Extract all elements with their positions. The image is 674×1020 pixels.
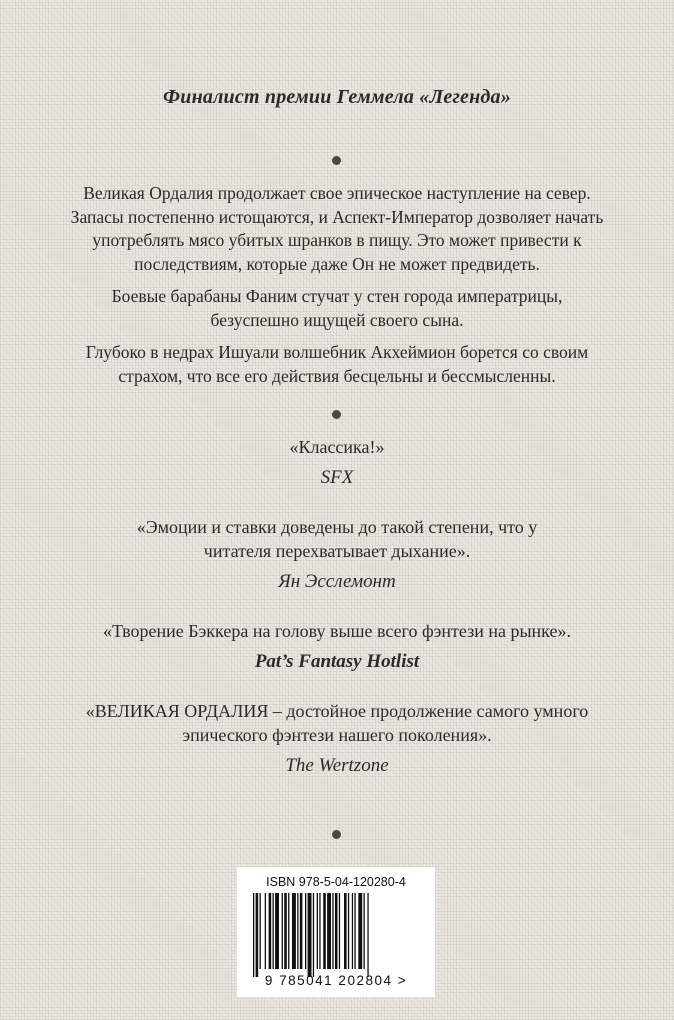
quote-block bbox=[60, 515, 614, 595]
quote-text: «Творение Бэккера на голову выше всего фэнтези на рынке». bbox=[103, 621, 571, 641]
quote-source: Pat’s Fantasy Hotlist bbox=[254, 651, 420, 672]
barcode-digits: 9 785041 202804 > bbox=[264, 973, 408, 988]
quote-source: The Wertzone bbox=[285, 755, 389, 776]
quote-source: Ян Эсслемонт bbox=[278, 571, 396, 592]
quote-text: «Классика!» bbox=[289, 437, 385, 457]
blurb-paragraph-1: Великая Ордалия продолжает свое эпическое наступление на север. Запасы постепенно истощаются, и Аспект-Император дозволяет начать употреблять мясо убитых шранков в пищу. Это может привести к последствиям, которые даже Он не может предвидеть. bbox=[70, 183, 604, 274]
quote-block bbox=[60, 619, 614, 675]
quote-text: «ВЕЛИКАЯ ОРДАЛИЯ – достойное продолжение самого умного эпического фэнтези нашего поколения». bbox=[85, 701, 589, 745]
barcode-bars bbox=[251, 893, 423, 977]
quote-block bbox=[60, 699, 614, 779]
isbn-text: ISBN 978-5-04-120280-4 bbox=[266, 875, 406, 889]
quote-text: «Эмоции и ставки доведены до такой степени, что у читателя перехватывает дыхание». bbox=[136, 517, 538, 561]
bullet-dot-top bbox=[332, 156, 341, 165]
blurb bbox=[70, 182, 604, 397]
quote-source: SFX bbox=[320, 467, 354, 488]
bullet-dot-bottom bbox=[332, 830, 341, 839]
quote-block bbox=[60, 435, 614, 491]
bullet-dot-middle bbox=[332, 410, 341, 419]
review-quotes bbox=[60, 435, 614, 803]
award-heading: Финалист премии Геммела «Легенда» bbox=[163, 86, 511, 108]
barcode bbox=[237, 867, 435, 997]
blurb-paragraph-2: Боевые барабаны Фаним стучат у стен города императрицы, безуспешно ищущей своего сына. bbox=[111, 286, 563, 330]
blurb-paragraph-3: Глубоко в недрах Ишуали волшебник Акхеймион борется со своим страхом, что все его действия бесцельны и бессмысленны. bbox=[85, 342, 589, 386]
